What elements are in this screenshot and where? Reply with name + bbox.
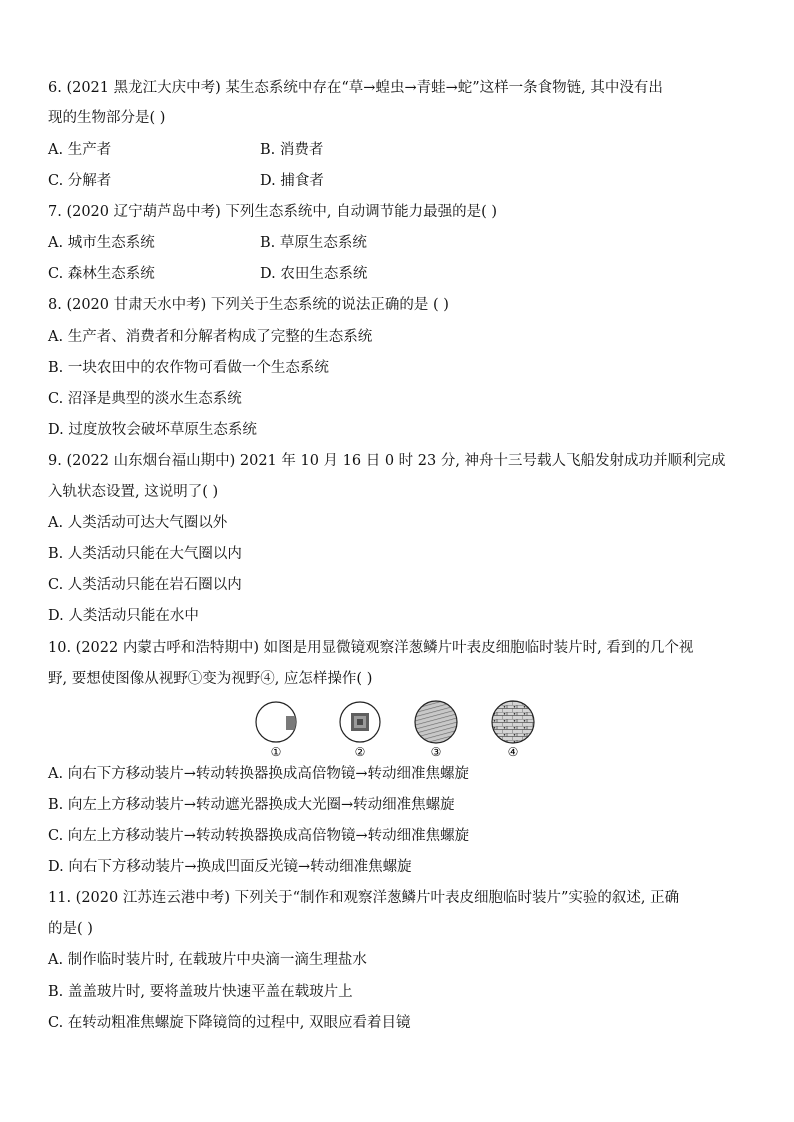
q6-stem-line1: 6. (2021 黑龙江大庆中考) 某生态系统中存在“草→蝗虫→青蛙→蛇”这样一条食物链, 其中没有出: [48, 80, 663, 96]
q7-option-c[interactable]: C. 森林生态系统: [48, 266, 155, 282]
q8-option-c[interactable]: C. 沼泽是典型的淡水生态系统: [48, 391, 242, 407]
field-view-1: [256, 702, 298, 742]
field-view-3: [415, 701, 457, 743]
q6-option-b[interactable]: B. 消费者: [260, 142, 324, 158]
q7-stem: 7. (2020 辽宁葫芦岛中考) 下列生态系统中, 自动调节能力最强的是( ): [48, 204, 498, 220]
q6-option-row1: [48, 140, 324, 160]
q9-stem-line2: 入轨状态设置, 这说明了( ): [48, 484, 219, 500]
q9-stem-line1: 9. (2022 山东烟台福山期中) 2021 年 10 月 16 日 0 时 23 分, 神舟十三号载人飞船发射成功并顺利完成: [48, 453, 726, 469]
field-view-2: [340, 702, 380, 742]
q6-option-row2: [48, 171, 324, 191]
q7-option-row2: [48, 264, 368, 284]
q6-option-a[interactable]: A. 生产者: [48, 142, 112, 158]
q6-option-c[interactable]: C. 分解者: [48, 173, 112, 189]
q10-option-a[interactable]: A. 向右下方移动装片→转动转换器换成高倍物镜→转动细准焦螺旋: [48, 766, 469, 782]
q10-stem-line1: 10. (2022 内蒙古呼和浩特期中) 如图是用显微镜观察洋葱鳞片叶表皮细胞临时装片时, 看到的几个视: [48, 640, 694, 656]
q6-stem-line2: 现的生物部分是( ): [48, 110, 166, 126]
q7-option-a[interactable]: A. 城市生态系统: [48, 235, 155, 251]
q11-option-c[interactable]: C. 在转动粗准焦螺旋下降镜筒的过程中, 双眼应看着目镜: [48, 1015, 411, 1031]
q9-option-b[interactable]: B. 人类活动只能在大气圈以内: [48, 546, 242, 562]
q6-option-d[interactable]: D. 捕食者: [260, 173, 324, 189]
microscope-views-figure: [252, 698, 552, 760]
q7-option-b[interactable]: B. 草原生态系统: [260, 235, 367, 251]
field-view-4-label: ④: [507, 745, 519, 759]
q8-option-a[interactable]: A. 生产者、消费者和分解者构成了完整的生态系统: [48, 329, 373, 345]
q7-option-d[interactable]: D. 农田生态系统: [260, 266, 368, 282]
q10-option-b[interactable]: B. 向左上方移动装片→转动遮光器换成大光圈→转动细准焦螺旋: [48, 797, 455, 813]
q10-option-c[interactable]: C. 向左上方移动装片→转动转换器换成高倍物镜→转动细准焦螺旋: [48, 828, 470, 844]
q10-option-d[interactable]: D. 向右下方移动装片→换成凹面反光镜→转动细准焦螺旋: [48, 859, 412, 875]
field-view-1-label: ①: [270, 745, 282, 759]
q8-option-d[interactable]: D. 过度放牧会破坏草原生态系统: [48, 422, 257, 438]
q11-stem-line2: 的是( ): [48, 921, 93, 937]
q9-option-a[interactable]: A. 人类活动可达大气圈以外: [48, 515, 228, 531]
field-view-4: [492, 701, 534, 743]
q8-stem: 8. (2020 甘肃天水中考) 下列关于生态系统的说法正确的是 ( ): [48, 297, 449, 313]
field-view-3-label: ③: [430, 745, 442, 759]
q10-stem-line2: 野, 要想使图像从视野①变为视野④, 应怎样操作( ): [48, 671, 373, 687]
q11-option-a[interactable]: A. 制作临时装片时, 在载玻片中央滴一滴生理盐水: [48, 952, 367, 968]
q9-option-d[interactable]: D. 人类活动只能在水中: [48, 608, 199, 624]
field-view-2-label: ②: [354, 745, 366, 759]
q8-option-b[interactable]: B. 一块农田中的农作物可看做一个生态系统: [48, 360, 329, 376]
q11-option-b[interactable]: B. 盖盖玻片时, 要将盖玻片快速平盖在载玻片上: [48, 984, 353, 1000]
q7-option-row1: [48, 233, 367, 253]
q9-option-c[interactable]: C. 人类活动只能在岩石圈以内: [48, 577, 242, 593]
q11-stem-line1: 11. (2020 江苏连云港中考) 下列关于“制作和观察洋葱鳞片叶表皮细胞临时装片”实验的叙述, 正确: [48, 890, 680, 906]
